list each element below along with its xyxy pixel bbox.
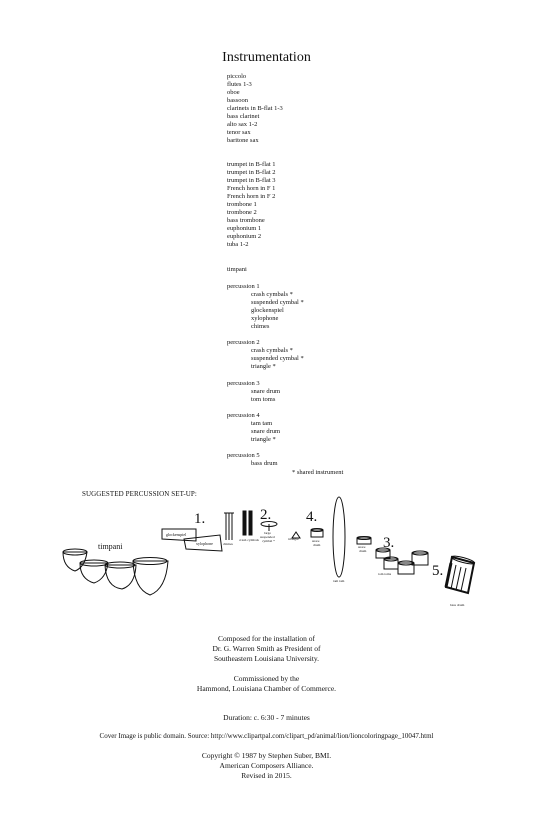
tam-tam-label: tam tam [333,579,345,583]
number-label: 4. [306,509,318,525]
list-item: trumpet in B-flat 1 [227,161,276,168]
bass-drum-label: bass drum [450,603,465,607]
list-item: bass clarinet [227,113,260,120]
list-item: crash cymbals * [251,347,293,354]
snare-drum-icon [311,529,323,538]
list-item: snare drum [251,428,281,435]
tom-toms-label: tom toms [378,572,392,576]
list-item: timpani [227,266,247,273]
list-item: snare drum [251,388,281,395]
list-item: chimes [251,323,270,330]
number-label: 1. [194,511,206,527]
commissioned-block [0,674,533,694]
text-line: Revised in 2015. [241,771,292,780]
list-item: piccolo [227,73,247,80]
snare-drum-label: snare [358,545,366,549]
list-item: triangle * [251,363,276,370]
bass-drum-icon [446,554,475,593]
crash-cymbals-icon [243,511,252,535]
list-item: tam tam [251,420,273,427]
glockenspiel-label: glockenspiel [166,532,187,537]
xylophone-label: xylophone [196,541,213,546]
group-label: percussion 3 [227,380,260,387]
tom-toms-icon [376,548,428,574]
shared-instrument-note: * shared instrument [292,469,344,476]
list-item: tuba 1-2 [227,241,249,248]
list-item: French horn in F 1 [227,185,276,192]
suspended-cymbal-label: large [264,531,271,535]
list-item: suspended cymbal * [251,355,304,362]
timpani-drum-icon [133,561,168,595]
list-item: trumpet in B-flat 2 [227,169,276,176]
list-item: bassoon [227,97,248,104]
chimes-label: chimes [223,542,233,546]
list-item: triangle * [251,436,276,443]
number-label: 5. [432,563,444,579]
snare-drum-icon [357,537,371,545]
group-label: percussion 5 [227,452,260,459]
group-label: percussion 1 [227,283,260,290]
text-line: Commissioned by the [233,674,300,683]
snare-drum-label: drum [313,543,321,547]
list-item: oboe [227,89,240,96]
copyright-block [0,751,533,781]
list-item: euphonium 1 [227,225,262,232]
percussion-5-group [227,452,278,468]
number-label: 2. [260,507,272,523]
text-line: Composed for the installation of [217,634,316,643]
text-line: Dr. G. Warren Smith as President of [212,644,321,653]
duration: Duration: c. 6:30 - 7 minutes [223,713,310,722]
list-item: clarinets in B-flat 1-3 [227,105,283,112]
list-item: bass trombone [227,217,265,224]
suspended-cymbal-label: suspended [260,535,275,539]
percussion-2-group [227,339,304,371]
list-item: French horn in F 2 [227,193,276,200]
composed-block [0,634,533,664]
timpani-label: timpani [98,542,123,551]
text-line: American Composers Alliance. [219,761,314,770]
chimes-icon [224,513,234,540]
page-title: Instrumentation [222,50,311,65]
text-line: Hammond, Louisiana Chamber of Commerce. [196,684,337,693]
percussion-setup-diagram [0,495,533,620]
timpani-list [227,266,247,274]
suspended-cymbal-label: cymbal * [262,539,275,543]
list-item: bass drum [251,460,278,467]
percussion-4-group [227,412,280,444]
list-item: xylophone [251,315,279,322]
brass-list [227,161,276,249]
woodwinds-list [227,73,283,145]
percussion-1-group [227,283,304,331]
tam-tam-icon [333,497,345,577]
list-item: baritone sax [227,137,259,144]
setup-heading: SUGGESTED PERCUSSION SET-UP: [82,490,197,498]
group-label: percussion 2 [227,339,260,346]
list-item: tom toms [251,396,276,403]
list-item: suspended cymbal * [251,299,304,306]
number-label: 3. [383,535,395,551]
text-line: Southeastern Louisiana University. [213,654,320,663]
cover-image-note: Cover Image is public domain. Source: http://www.clipartpal.com/clipart_pd/animal/lion/lioncoloringpage_10047.html [99,732,434,740]
snare-drum-label: snare [312,539,320,543]
timpani-drum-icon [105,565,136,589]
triangle-label: triangle [288,537,299,541]
snare-drum-label: drum [359,549,367,553]
percussion-3-group [227,380,280,404]
list-item: glockenspiel [251,307,284,314]
list-item: trombone 2 [227,209,257,216]
text-line: Copyright © 1987 by Stephen Suber, BMI. [201,751,332,760]
list-item: flutes 1-3 [227,81,252,88]
list-item: trombone 1 [227,201,257,208]
group-label: percussion 4 [227,412,260,419]
list-item: euphonium 2 [227,233,262,240]
list-item: alto sax 1-2 [227,121,258,128]
crash-cymbals-label: crash cymbals [239,538,259,542]
list-item: crash cymbals * [251,291,293,298]
list-item: tenor sax [227,129,251,136]
list-item: trumpet in B-flat 3 [227,177,276,184]
